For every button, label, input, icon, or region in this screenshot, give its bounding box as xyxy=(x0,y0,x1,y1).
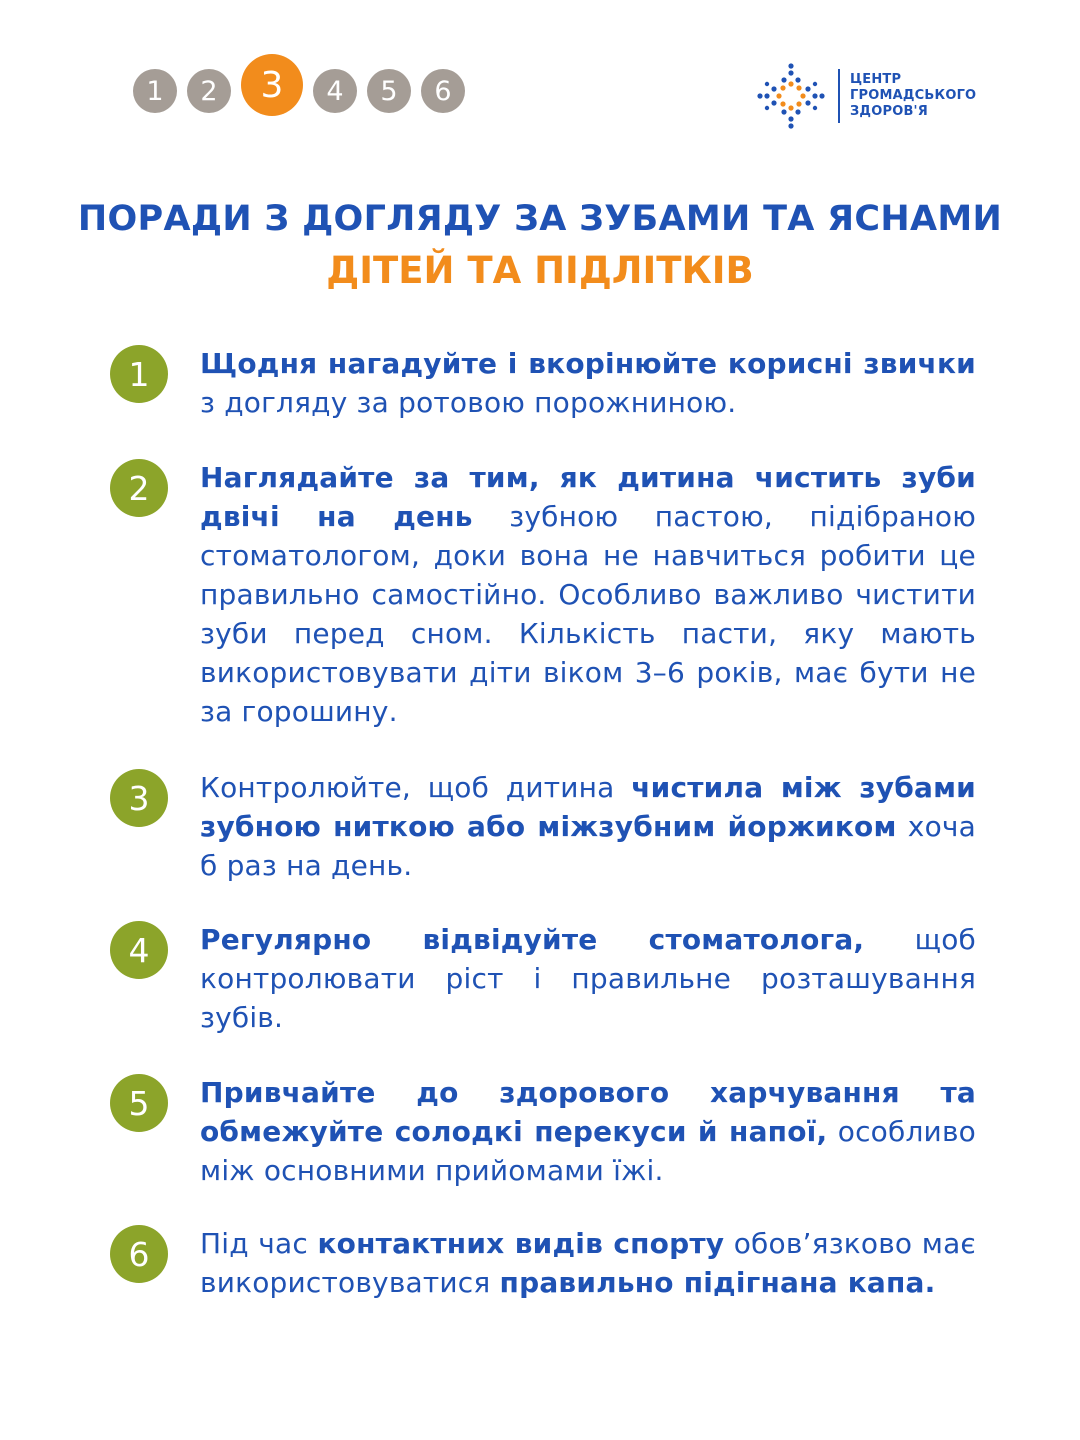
dotted-pattern-logo-icon xyxy=(756,62,826,130)
title-line-2: ДІТЕЙ ТА ПІДЛІТКІВ xyxy=(326,249,754,292)
tip-text-regular: особливо між основними прийомами їжі. xyxy=(200,1115,976,1187)
tip-text-regular: з догляду за ротовою порожниною. xyxy=(200,386,737,419)
tip-text-regular: обов’язково має використовуватися xyxy=(200,1227,976,1299)
tip-text-bold: контактних видів спорту xyxy=(317,1227,725,1260)
page-indicator xyxy=(133,66,465,116)
tip-text xyxy=(200,1073,976,1190)
tip-number-badge: 2 xyxy=(110,459,168,517)
page-dot-6[interactable]: 6 xyxy=(421,69,465,113)
title-line-1: ПОРАДИ З ДОГЛЯДУ ЗА ЗУБАМИ ТА ЯСНАМИ xyxy=(77,199,1003,239)
logo-line-1: ЦЕНТР xyxy=(850,72,902,87)
tip-number-badge: 1 xyxy=(110,345,168,403)
tip-text xyxy=(200,458,976,731)
tip-text-bold: правильно підігнана капа. xyxy=(499,1266,936,1299)
tip-text-bold: Наглядайте за тим, як дитина чистить зуби двічі на день xyxy=(200,461,976,533)
tip-number-badge: 4 xyxy=(110,921,168,979)
page-dot-5[interactable]: 5 xyxy=(367,69,411,113)
logo-divider xyxy=(838,69,840,123)
tip-text xyxy=(200,768,976,885)
tip-text-regular: Під час xyxy=(200,1227,318,1260)
tip-text-regular: зубною пастою, підібраною стоматологом, доки вона не навчиться робити це правильно самостійно. Особливо важливо чистити зуби перед сном. Кількість пасти, яку мають використовувати діти віком 3–6 років, має бути не за горошину. xyxy=(200,500,976,728)
tip-number-badge: 3 xyxy=(110,769,168,827)
tip-text-bold: Щодня нагадуйте і вкорінюйте корисні звички xyxy=(200,347,976,380)
tip-text xyxy=(200,1224,976,1302)
public-health-center-logo xyxy=(756,62,976,130)
tip-text-regular: Контролюйте, щоб дитина xyxy=(200,771,632,804)
logo-text xyxy=(850,72,976,120)
logo-line-2: ГРОМАДСЬКОГО xyxy=(850,88,977,103)
tip-text-bold: Привчайте до здорового харчування та обмежуйте солодкі перекуси й напої, xyxy=(200,1076,976,1148)
tip-text-bold: чистила між зубами зубною ниткою або міжзубним йоржиком xyxy=(200,771,977,843)
page-dot-1[interactable]: 1 xyxy=(133,69,177,113)
tip-text-bold: Регулярно відвідуйте стоматолога, xyxy=(200,923,865,956)
page-title xyxy=(0,198,1080,296)
tip-text-regular: хоча б раз на день. xyxy=(200,810,976,882)
page-dot-3-current[interactable]: 3 xyxy=(241,54,303,116)
tip-text xyxy=(200,344,976,422)
page-dot-2[interactable]: 2 xyxy=(187,69,231,113)
tip-number-badge: 5 xyxy=(110,1074,168,1132)
tip-number-badge: 6 xyxy=(110,1225,168,1283)
tip-text-regular: щоб контролювати ріст і правильне розташування зубів. xyxy=(200,923,976,1034)
tip-text xyxy=(200,920,976,1037)
page-dot-4[interactable]: 4 xyxy=(313,69,357,113)
logo-line-3: ЗДОРОВ'Я xyxy=(850,104,928,119)
